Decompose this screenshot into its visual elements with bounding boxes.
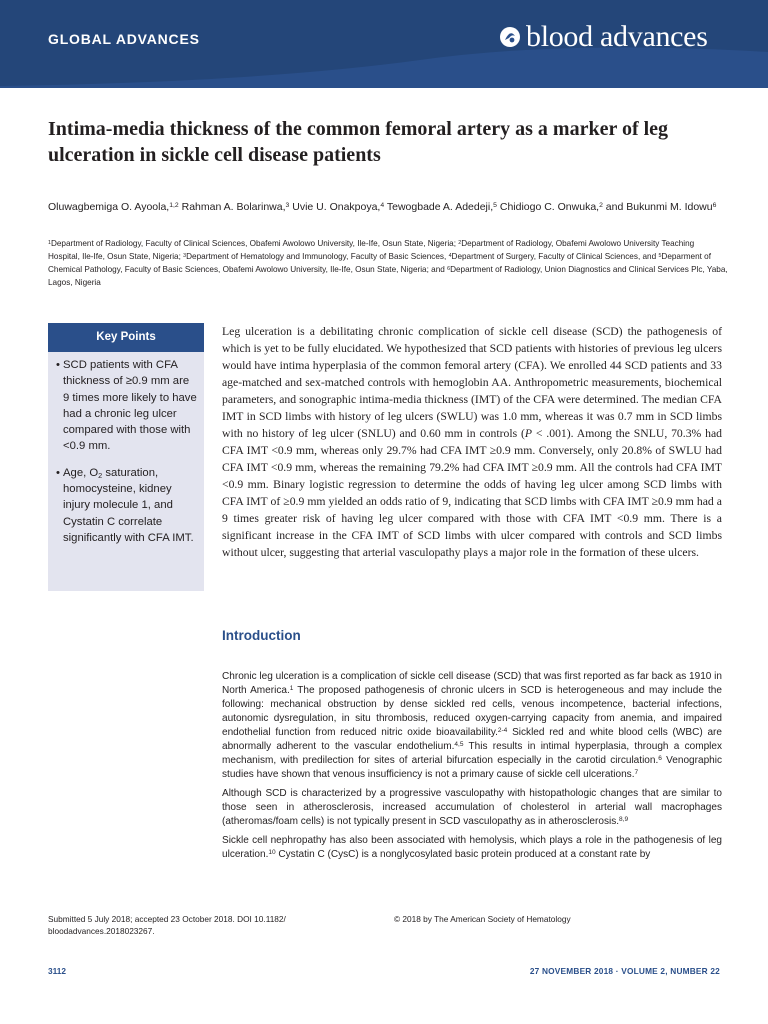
author-name: Tewogbade A. Adedeji,: [384, 201, 494, 213]
journal-name: blood advances: [526, 20, 708, 53]
paragraph-text: This results in intimal hyperplasia, through a complex mechanism, with predilection for sites of arterial bifurcation especially in the carotid circulation.: [222, 741, 723, 766]
paragraph-text: Chronic leg ulceration is a complication of sickle cell disease (SCD) that was first reported as far back as 1910 in North America.: [222, 671, 722, 696]
affil-text: Department of Radiology, Faculty of Clinical Sciences, Obafemi Awolowo University, Ile-Ife, Osun State, Nigeria;: [50, 239, 459, 248]
introduction-body: [222, 670, 722, 867]
paragraph-text: Sickled red and white blood cells (WBC) are abnormally adherent to the vascular endothelium.: [222, 727, 722, 752]
affil-text: Deparment of Chemical Pathology, Faculty of Basic Sciences, Obafemi Awolowo University, Ile-Ife, Osun State, Nigeria; and: [48, 252, 712, 274]
author-name: Oluwagbemiga O. Ayoola,: [48, 201, 170, 213]
journal-header: [0, 0, 768, 88]
key-points-heading: Key Points: [48, 323, 204, 352]
affil-text: Department of Hematology and Immunology, Faculty of Basic Sciences,: [186, 252, 449, 261]
affil-num: 4: [448, 252, 452, 259]
abstract-text: < .001). Among the SNLU, 70.3% had CFA IMT <0.9 mm, whereas only 29.7% had CFA IMT ≥0.9 mm. Conversely, only 20.8% of SWLU had CFA IMT <0.9 mm, whereas the remaining 79.2% had CFA IMT ≥0.9 mm. All the controls had CFA IMT <0.9 mm. Binary logistic regression to determine the odds of having leg ulcer among SCD limbs with CFA IMT of ≥0.9 mm yielded an odds ratio of 9, indicating that SCD limbs with CFA IMT ≥0.9 mm had a 9 times greater risk of having leg ulcer compared with those with CFA IMT <0.9 mm. There is a significant increase in the CFA IMT of SCD limbs with ulcer compared with controls and SCD limbs without ulcer, suggesting that arterial vasculopathy plays a major role in the formation of these ulcers.: [222, 427, 722, 559]
affil-num: 3: [183, 252, 187, 259]
citation-ref[interactable]: 6: [658, 755, 662, 763]
abstract-p-value: P: [524, 427, 533, 440]
author-name: Uvie U. Onakpoya,: [289, 201, 381, 213]
author-affil-ref: 5: [493, 201, 497, 209]
affil-num: 2: [458, 239, 462, 246]
author-name: Chidiogo C. Onwuka,: [496, 201, 600, 213]
author-name: Rahman A. Bolarinwa,: [178, 201, 286, 213]
author-name: and Bukunmi M. Idowu: [602, 201, 713, 213]
paragraph-text: The proposed pathogenesis of chronic ulcers in SCD is heterogeneous and may include the following: mechanical obstruction by dense sickled red cells, venous incompetence, bacterial infections, autonomic dysregulation, in situ thrombosis, reduced oxygen-carrying capacity from anemia, and impaired endothelial function from reduced nitric oxide bioavailability.: [222, 685, 722, 738]
citation-ref[interactable]: 2-4: [497, 727, 508, 735]
paragraph: [222, 834, 722, 862]
citation-ref[interactable]: 10: [268, 849, 276, 857]
affil-text: Department of Radiology, Obafemi Awolowo University Teaching Hospital, Ile-Ife, Osun State, Nigeria;: [48, 239, 695, 261]
citation-ref[interactable]: 8,9: [619, 816, 629, 824]
bullet-icon: •: [56, 466, 60, 479]
paragraph: [222, 670, 722, 782]
author-affil-ref: 6: [712, 201, 717, 209]
submission-note: Submitted 5 July 2018; accepted 23 October 2018. DOI 10.1182/ bloodadvances.2018023267.: [48, 914, 286, 936]
author-affil-ref: 1,2: [169, 201, 179, 209]
paragraph-text: Venographic studies have shown that venous insufficiency is not a primary cause of sickle cell ulcerations.: [222, 755, 722, 780]
citation-ref[interactable]: 4,5: [454, 741, 464, 749]
author-list: [48, 200, 728, 215]
author-affil-ref: 2: [599, 201, 603, 209]
paragraph-text: Cystatin C (CysC) is a nonglycosylated basic protein produced at a constant rate by: [275, 849, 651, 860]
citation-ref[interactable]: 7: [634, 769, 639, 777]
key-point-text: saturation, homocysteine, kidney injury molecule 1, and Cystatin C correlate significantly with CFA IMT.: [63, 466, 194, 544]
affiliation-list: [48, 237, 728, 289]
drop-logo-icon: [498, 25, 522, 49]
issue-info: 27 NOVEMBER 2018 · VOLUME 2, NUMBER 22: [529, 966, 720, 976]
author-affil-ref: 4: [380, 201, 385, 209]
paragraph: [222, 787, 722, 829]
author-affil-ref: 3: [285, 201, 290, 209]
affil-text: Department of Radiology, Union Diagnostics and Clinical Services Plc, Yaba, Lagos, Nigeria: [48, 265, 728, 287]
paragraph-text: Sickle cell nephropathy has also been associated with hemolysis, which plays a role in the pathogenesis of leg ulceration.: [222, 835, 722, 860]
citation-ref[interactable]: 1: [289, 685, 294, 693]
affil-num: 1: [48, 239, 51, 246]
introduction-heading: Introduction: [222, 628, 301, 643]
copyright-note: © 2018 by The American Society of Hematology: [394, 914, 571, 924]
journal-brand[interactable]: [498, 20, 708, 54]
key-point-text: SCD patients with CFA thickness of ≥0.9 mm are 9 times more likely to have had a chronic leg ulcer compared with those with <0.9 mm.: [63, 359, 197, 453]
key-points-box: [48, 323, 204, 591]
article-title: Intima-media thickness of the common femoral artery as a marker of leg ulceration in sickle cell disease patients: [48, 118, 669, 166]
paragraph-text: Although SCD is characterized by a progressive vasculopathy with histopathologic changes that are similar to those seen in atherosclerosis, increased accumulation of cholesterol in arterial wall macrophages (atheromas/foam cells) is not typically present in SCD vasculopathy as in atherosclerosis.: [222, 788, 722, 827]
key-point-text: Age, O: [63, 466, 99, 479]
key-point-subscript: 2: [98, 470, 103, 480]
key-point: [56, 465, 198, 546]
key-point: [56, 357, 198, 455]
key-points-list: [48, 352, 204, 546]
affil-num: 5: [658, 252, 662, 259]
affil-num: 6: [447, 265, 451, 272]
bullet-icon: •: [56, 359, 60, 371]
affil-text: Department of Surgery, Faculty of Clinical Sciences, and: [451, 252, 659, 261]
section-label: GLOBAL ADVANCES: [48, 31, 200, 47]
abstract-text: Leg ulceration is a debilitating chronic complication of sickle cell disease (SCD) the pathogenesis of which is yet to be fully elucidated. We hypothesized that SCD patients with histories of previous leg ulcers would have intima hyperplasia of the common femoral artery (CFA). We enrolled 44 SCD patients and 33 age-matched and sex-matched controls with hemoglobin AA. Anthropometric measurements, biochemical parameters, and sonographic intima-media thickness (IMT) of the CFA were determined. The median CFA IMT in SCD limbs with history of leg ulcers (SWLU) was 1.0 mm, whereas it was 0.7 mm in SCD limbs with no history of leg ulcer (SNLU) and 0.60 mm in controls (: [222, 325, 722, 440]
page-number: 3112: [48, 966, 66, 976]
abstract: [222, 323, 722, 561]
